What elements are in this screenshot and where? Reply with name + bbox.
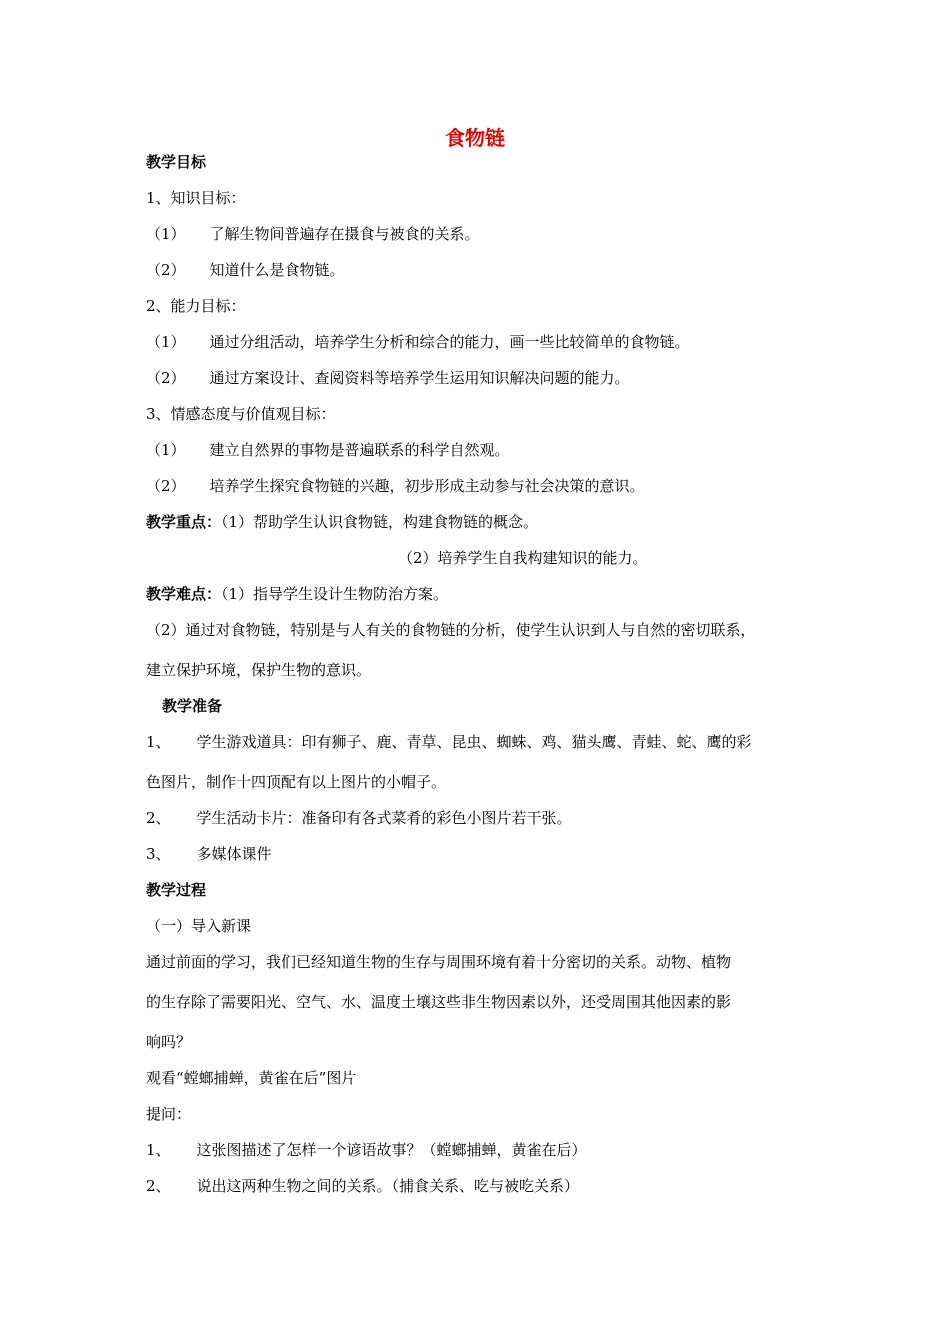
- item-number: 1、: [146, 1141, 171, 1159]
- list-item: [146, 732, 752, 752]
- list-item: [146, 808, 572, 828]
- item-text: 知道什么是食物链。: [209, 261, 345, 279]
- item-text: 这张图描述了怎样一个谚语故事？（螳螂捕蝉，黄雀在后）: [196, 1141, 587, 1159]
- emotion-objectives-label: 3、情感态度与价值观目标：: [146, 405, 336, 423]
- section-title: （一）导入新课: [146, 917, 252, 935]
- list-item: [146, 844, 272, 864]
- list-item: [146, 224, 480, 244]
- item-text: 说出这两种生物之间的关系。（捕食关系、吃与被吃关系）: [196, 1177, 580, 1195]
- item-text: 建立自然界的事物是普遍联系的科学自然观。: [209, 441, 510, 459]
- difficulty-1: （1）指导学生设计生物防治方案。: [221, 585, 449, 603]
- document-title: 食物链: [445, 126, 505, 150]
- list-item: [146, 260, 345, 280]
- paragraph-line: 响吗？: [146, 1033, 192, 1051]
- item-number: 1、: [146, 733, 171, 751]
- item-text: 学生游戏道具：印有狮子、鹿、青草、昆虫、蜘蛛、鸡、猫头鹰、青蛙、蛇、鹰的彩: [196, 733, 752, 751]
- key-points-label: 教学重点：: [146, 513, 222, 531]
- process-heading: 教学过程: [146, 881, 207, 899]
- objectives-heading: 教学目标: [146, 153, 207, 171]
- list-item: [146, 440, 510, 460]
- item-text: 通过分组活动，培养学生分析和综合的能力，画一些比较简单的食物链。: [209, 333, 690, 351]
- paragraph-line: 的生存除了需要阳光、空气、水、温度土壤这些非生物因素以外，还受周围其他因素的影: [146, 993, 732, 1011]
- paragraph-line: 通过前面的学习，我们已经知道生物的生存与周围环境有着十分密切的关系。动物、植物: [146, 953, 732, 971]
- list-item-continuation: 色图片，制作十四顶配有以上图片的小帽子。: [146, 773, 447, 791]
- difficulties-line: [146, 584, 448, 604]
- watch-line: 观看“螳螂捕蝉，黄雀在后”图片: [146, 1069, 357, 1087]
- item-text: 通过方案设计、查阅资料等培养学生运用知识解决问题的能力。: [209, 369, 630, 387]
- item-number: 2、: [146, 809, 171, 827]
- ability-objectives-label: 2、能力目标：: [146, 297, 246, 315]
- difficulty-2-line2: 建立保护环境，保护生物的意识。: [146, 661, 372, 679]
- list-item: [146, 1140, 587, 1160]
- preparation-heading: 教学准备: [162, 697, 223, 715]
- list-item: [146, 368, 630, 388]
- list-item: [146, 332, 690, 352]
- question-label: 提问：: [146, 1105, 192, 1123]
- difficulty-2-line1: （2）通过对食物链，特别是与人有关的食物链的分析，使学生认识到人与自然的密切联系，: [146, 621, 756, 639]
- item-number: （1）: [146, 441, 186, 459]
- item-number: （1）: [146, 333, 186, 351]
- item-text: 培养学生探究食物链的兴趣，初步形成主动参与社会决策的意识。: [209, 477, 645, 495]
- key-point-1: （1）帮助学生认识食物链，构建食物链的概念。: [221, 513, 539, 531]
- item-number: （2）: [146, 477, 186, 495]
- difficulties-label: 教学难点：: [146, 585, 222, 603]
- list-item: [146, 1176, 579, 1196]
- key-point-2: （2）培养学生自我构建知识的能力。: [398, 549, 648, 567]
- item-text: 多媒体课件: [196, 845, 272, 863]
- list-item: [146, 476, 645, 496]
- key-points-line: [146, 512, 538, 532]
- item-text: 了解生物间普遍存在摄食与被食的关系。: [209, 225, 480, 243]
- knowledge-objectives-label: 1、知识目标：: [146, 189, 246, 207]
- item-number: 2、: [146, 1177, 171, 1195]
- item-number: （2）: [146, 261, 186, 279]
- item-text: 学生活动卡片：准备印有各式菜肴的彩色小图片若干张。: [196, 809, 572, 827]
- item-number: （1）: [146, 225, 186, 243]
- item-number: 3、: [146, 845, 171, 863]
- item-number: （2）: [146, 369, 186, 387]
